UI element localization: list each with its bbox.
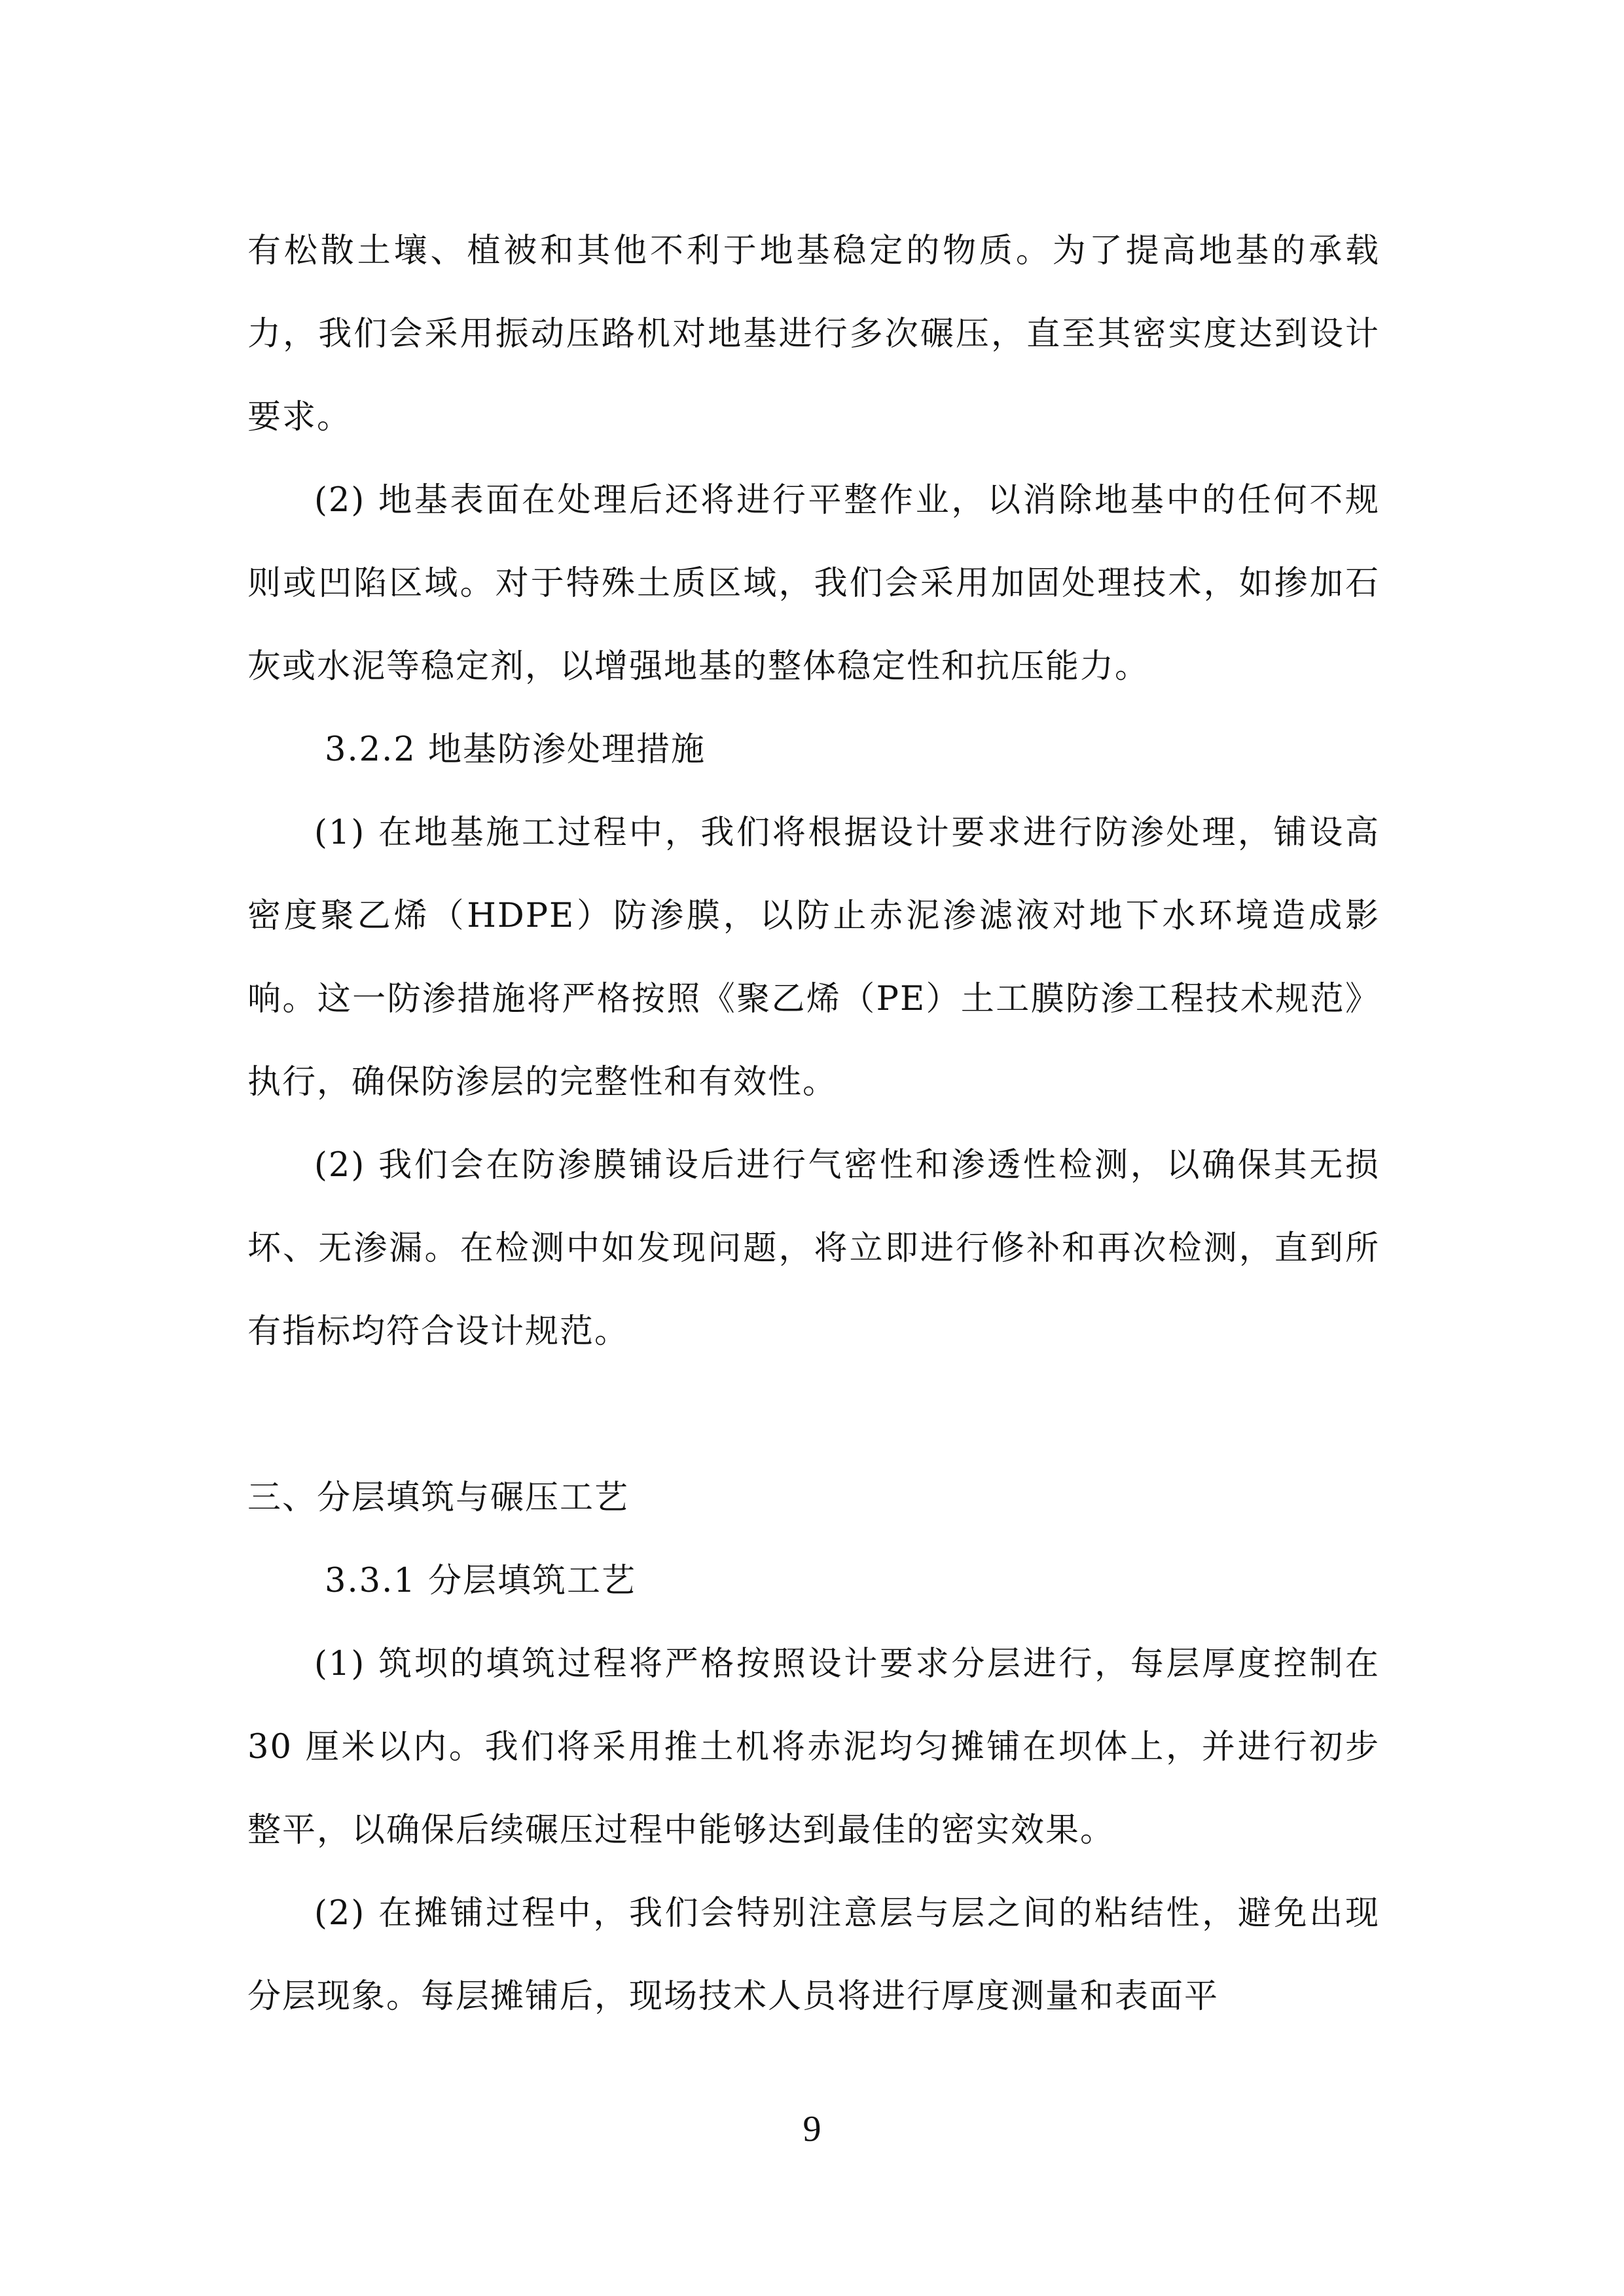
page-number: 9 bbox=[803, 2109, 821, 2149]
paragraph: (2) 地基表面在处理后还将进行平整作业，以消除地基中的任何不规则或凹陷区域。对于特殊土质区域，我们会采用加固处理技术，如掺加石灰或水泥等稳定剂，以增强地基的整体稳定性和抗压能力。 bbox=[247, 481, 1380, 686]
subsection-heading: 3.3.1 分层填筑工艺 bbox=[325, 1562, 636, 1600]
paragraph-continuation: 有松散土壤、植被和其他不利于地基稳定的物质。为了提高地基的承载力，我们会采用振动压路机对地基进行多次碾压，直至其密实度达到设计要求。 bbox=[247, 232, 1380, 437]
section-heading: 三、分层填筑与碾压工艺 bbox=[247, 1479, 630, 1517]
paragraph: (1) 在地基施工过程中，我们将根据设计要求进行防渗处理，铺设高密度聚乙烯（HDPE）防渗膜，以防止赤泥渗滤液对地下水环境造成影响。这一防渗措施将严格按照《聚乙烯（PE）土工膜防渗工程技术规范》执行，确保防渗层的完整性和有效性。 bbox=[247, 814, 1380, 1102]
paragraph: (2) 我们会在防渗膜铺设后进行气密性和渗透性检测，以确保其无损坏、无渗漏。在检测中如发现问题，将立即进行修补和再次检测，直到所有指标均符合设计规范。 bbox=[247, 1146, 1380, 1351]
body-text bbox=[247, 209, 1380, 2038]
paragraph: (2) 在摊铺过程中，我们会特别注意层与层之间的粘结性，避免出现分层现象。每层摊铺后，现场技术人员将进行厚度测量和表面平 bbox=[247, 1894, 1380, 2016]
paragraph: (1) 筑坝的填筑过程将严格按照设计要求分层进行，每层厚度控制在 30 厘米以内。我们将采用推土机将赤泥均匀摊铺在坝体上，并进行初步整平，以确保后续碾压过程中能够达到最佳的密实效果。 bbox=[247, 1645, 1380, 1850]
subsection-heading: 3.2.2 地基防渗处理措施 bbox=[325, 730, 706, 769]
